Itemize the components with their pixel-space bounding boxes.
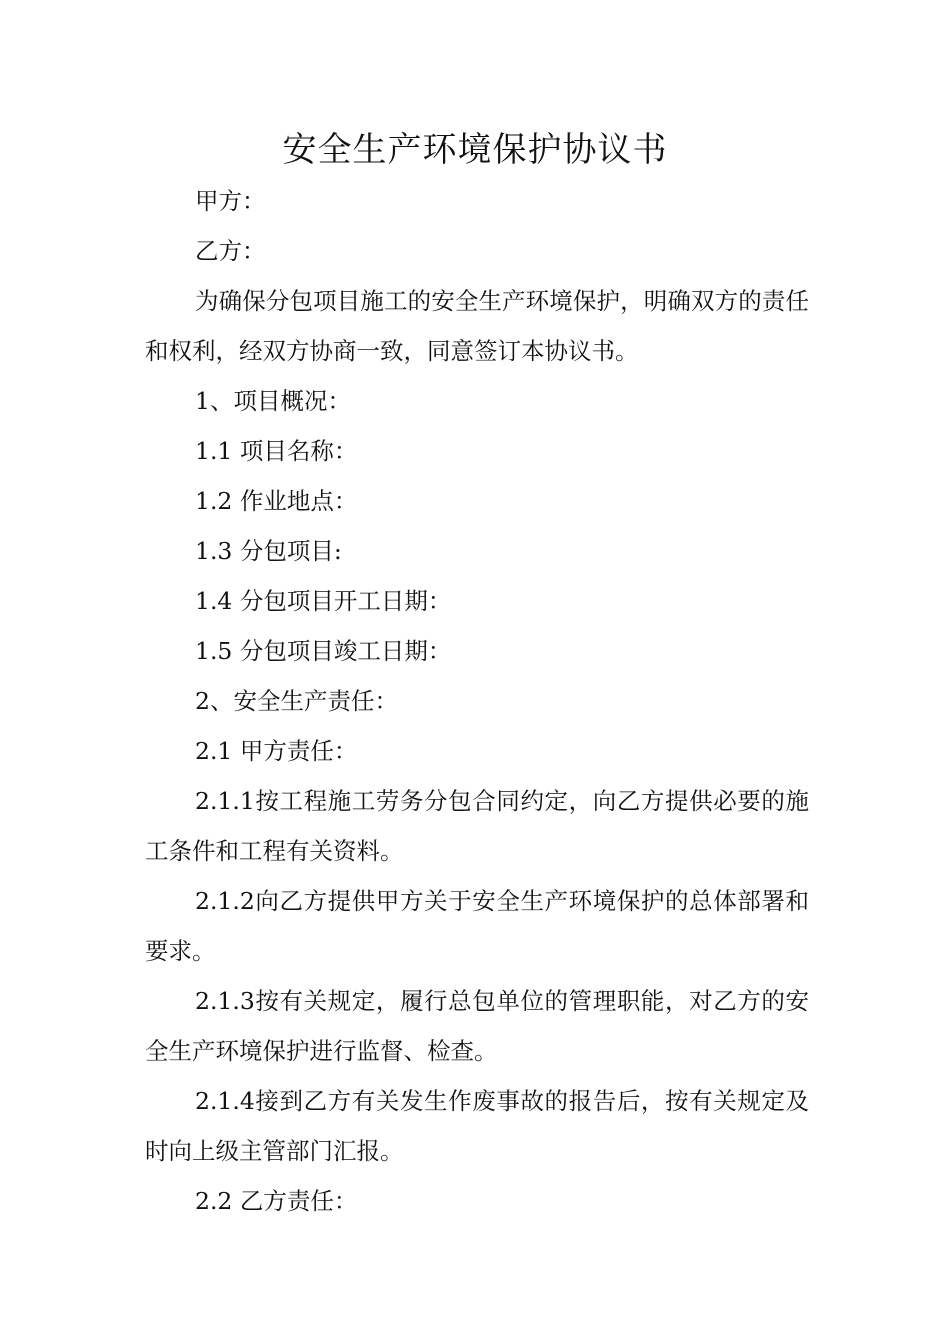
party-b-line: 乙方：: [195, 237, 266, 265]
item-2-2: 2.2 乙方责任：: [195, 1187, 358, 1215]
section-1-heading: 1、项目概况：: [195, 387, 351, 415]
item-2-1-3: 2.1.3按有关规定，履行总包单位的管理职能，对乙方的安全生产环境保护进行监督、检查。: [145, 987, 809, 1065]
section-2-heading: 2、安全生产责任：: [195, 687, 398, 715]
item-2-1-2: 2.1.2向乙方提供甲方关于安全生产环境保护的总体部署和要求。: [145, 887, 809, 965]
party-a-line: 甲方：: [195, 187, 266, 215]
item-1-5: 1.5 分包项目竣工日期：: [195, 637, 452, 665]
item-1-3: 1.3 分包项目:: [195, 537, 342, 565]
intro-paragraph: 为确保分包项目施工的安全生产环境保护，明确双方的责任和权利，经双方协商一致，同意签订本协议书。: [145, 287, 809, 365]
document-title: 安全生产环境保护协议书: [282, 130, 668, 170]
item-1-2: 1.2 作业地点：: [195, 487, 358, 515]
item-2-1: 2.1 甲方责任：: [195, 737, 358, 765]
item-1-4: 1.4 分包项目开工日期：: [195, 587, 452, 615]
item-2-1-4: 2.1.4接到乙方有关发生作废事故的报告后，按有关规定及时向上级主管部门汇报。: [145, 1087, 809, 1165]
item-1-1: 1.1 项目名称：: [195, 437, 358, 465]
document-body: [145, 176, 809, 1226]
item-2-1-1: 2.1.1按工程施工劳务分包合同约定，向乙方提供必要的施工条件和工程有关资料。: [145, 787, 809, 865]
